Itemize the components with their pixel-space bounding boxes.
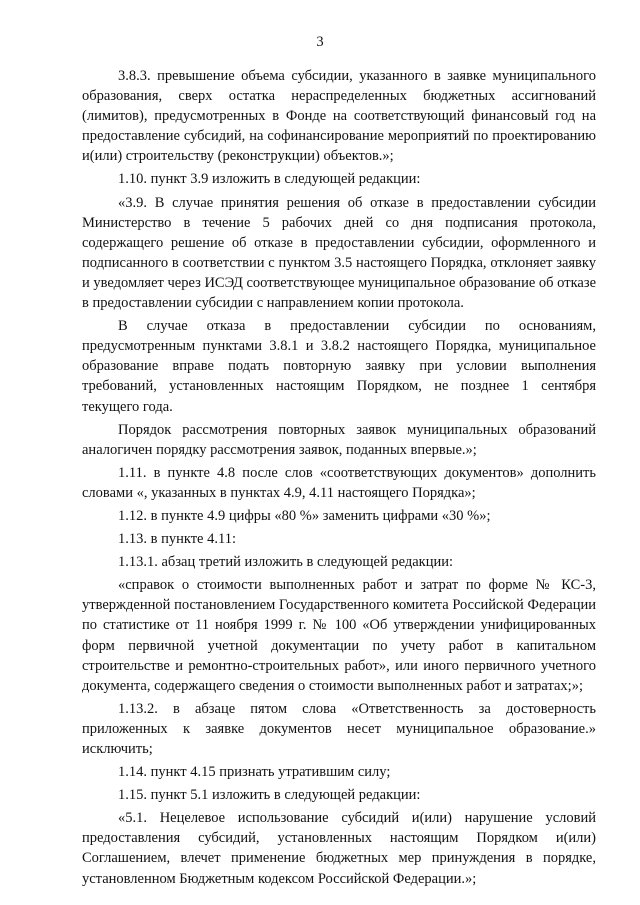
- paragraph-1-13-1: 1.13.1. абзац третий изложить в следующей редакции:: [118, 554, 454, 571]
- document-body: [82, 66, 596, 892]
- paragraph-1-13-2: 1.13.2. в абзаце пятом слова «Ответственность за достоверность приложенных к заявке документов несет муниципальное образование.» исключить;: [82, 700, 596, 757]
- paragraph-1-10: 1.10. пункт 3.9 изложить в следующей редакции:: [118, 171, 421, 188]
- paragraph-1-13: 1.13. в пункте 4.11:: [118, 531, 236, 548]
- paragraph-repeat-application: В случае отказа в предоставлении субсидии по основаниям, предусмотренным пунктами 3.8.1 и 3.8.2 настоящего Порядка, муниципальное образование вправе подать повторную заявку при условии выполнения требований, установленных настоящим Порядком, не позднее 1 сентября текущего года.: [82, 318, 596, 415]
- paragraph-1-15: 1.15. пункт 5.1 изложить в следующей редакции:: [118, 787, 421, 804]
- paragraph-review-procedure: Порядок рассмотрения повторных заявок муниципальных образований аналогичен порядку рассмотрения заявок, поданных впервые.»;: [82, 421, 596, 458]
- paragraph-5-1: «5.1. Нецелевое использование субсидий и(или) нарушение условий предоставления субсидий, установленных настоящим Порядком и(или) Соглашением, влечет применение бюджетных мер принуждения в порядке, установленном Бюджетным кодексом Российской Федерации.»;: [82, 810, 596, 887]
- paragraph-3-9: «3.9. В случае принятия решения об отказе в предоставлении субсидии Министерство в течение 5 рабочих дней со дня подписания протокола, содержащего решение об отказе в предоставлении субсидии, оформленного и подписанного в соответствии с пунктом 3.5 настоящего Порядка, отклоняет заявку и уведомляет через ИСЭД соответствующее муниципальное образование об отказе в предоставлении субсидии с направлением копии протокола.: [82, 194, 596, 312]
- paragraph-ks3-certificate: «справок о стоимости выполненных работ и затрат по форме № КС-3, утвержденной постановлением Государственного комитета Российской Федерации по статистике от 11 ноября 1999 г. № 100 «Об утверждении унифицированных форм первичной учетной документации по учету работ в капитальном строительстве и ремонтно-строительных работ», или иного первичного учетного документа, содержащего сведения о стоимости выполненных работ и затратах;»;: [82, 577, 596, 694]
- paragraph-1-14: 1.14. пункт 4.15 признать утратившим силу;: [118, 764, 391, 781]
- paragraph-1-12: 1.12. в пункте 4.9 цифры «80 %» заменить цифрами «30 %»;: [118, 507, 491, 524]
- paragraph-1-11: 1.11. в пункте 4.8 после слов «соответствующих документов» дополнить словами «, указанных в пунктах 4.9, 4.11 настоящего Порядка»;: [82, 464, 596, 501]
- paragraph-3-8-3: 3.8.3. превышение объема субсидии, указанного в заявке муниципального образования, сверх остатка нераспределенных бюджетных ассигнований (лимитов), предусмотренных в Фонде на соответствующий финансовый год на предоставление субсидий, на софинансирование мероприятий по проектированию и(или) строительству (реконструкции) объектов.»;: [82, 68, 596, 165]
- page-number: 3: [316, 34, 324, 50]
